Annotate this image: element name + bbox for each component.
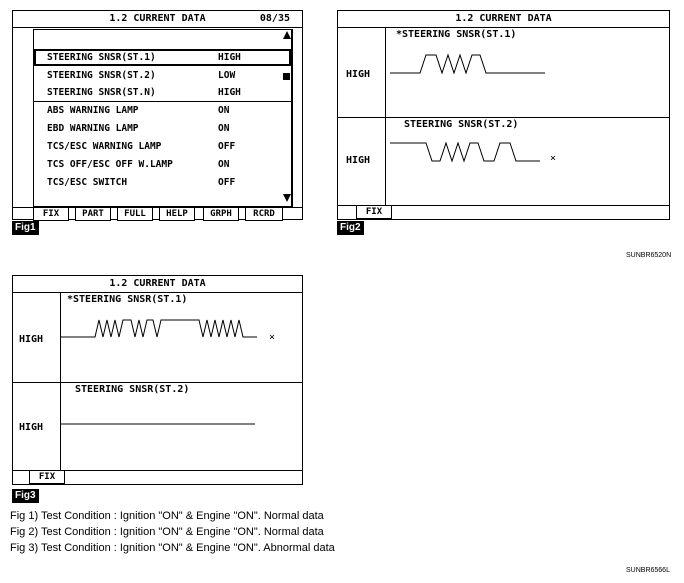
fig3-tag: Fig3 [12,489,39,503]
row-label: TCS/ESC SWITCH [47,177,128,188]
graph2-level: HIGH [346,155,371,166]
graph1-waveform [61,312,261,342]
row-value: OFF [218,177,236,188]
part-button[interactable]: PART [75,207,111,221]
graph-button[interactable]: GRPH [203,207,239,221]
fig2-panel [337,10,670,220]
data-row[interactable] [34,67,291,84]
fix-button[interactable]: FIX [356,205,392,219]
row-label: STEERING SNSR(ST.N) [47,87,156,98]
fig2-tag: Fig2 [337,221,364,235]
row-value: HIGH [218,87,241,98]
graph2-level: HIGH [19,422,44,433]
graph-divider [13,382,302,383]
fig1-page-counter: 08/35 [259,13,290,24]
row-label: ABS WARNING LAMP [47,105,139,116]
data-row[interactable] [34,120,291,137]
caption-fig3: Fig 3) Test Condition : Ignition "ON" & Engine "ON". Abnormal data [10,542,335,554]
data-row[interactable] [34,84,291,101]
row-value: ON [218,105,230,116]
row-label: STEERING SNSR(ST.1) [47,52,156,63]
figure-code-top: SUNBR6520N [626,252,672,259]
graph2-label: STEERING SNSR(ST.2) [404,119,519,130]
row-value: ON [218,159,230,170]
data-row[interactable] [34,102,291,119]
scroll-up-icon[interactable] [283,31,291,39]
row-value: OFF [218,141,236,152]
fig1-tag: Fig1 [12,221,39,235]
data-row[interactable] [34,138,291,155]
row-value: ON [218,123,230,134]
marker-x-icon: × [550,153,557,164]
scrollbar-track [292,29,293,207]
caption-fig1: Fig 1) Test Condition : Ignition "ON" & Engine "ON". Normal data [10,510,324,522]
marker-x-icon: × [269,332,276,343]
row-value: LOW [218,70,236,81]
row-label: TCS OFF/ESC OFF W.LAMP [47,159,173,170]
data-row[interactable] [34,49,291,66]
graph1-label: *STEERING SNSR(ST.1) [67,294,188,305]
graph-divider [338,117,669,118]
graph1-level: HIGH [346,69,371,80]
scroll-down-icon[interactable] [283,194,291,202]
graph2-waveform [390,137,550,167]
graph1-waveform [390,49,550,79]
scroll-thumb-icon[interactable] [283,73,290,80]
fig3-panel [12,275,303,485]
fig1-data-list [33,29,292,207]
data-row[interactable] [34,174,291,191]
row-label: EBD WARNING LAMP [47,123,139,134]
graph2-waveform [61,422,261,426]
fig3-title: 1.2 CURRENT DATA [13,276,302,293]
row-value: HIGH [218,52,241,63]
fig1-panel [12,10,303,220]
fix-button[interactable]: FIX [33,207,69,221]
graph1-level: HIGH [19,334,44,345]
axis-divider [385,27,386,205]
data-row[interactable] [34,156,291,173]
graph2-label: STEERING SNSR(ST.2) [75,384,190,395]
graph1-label: *STEERING SNSR(ST.1) [396,29,517,40]
fig1-title: 1.2 CURRENT DATA [13,11,302,28]
help-button[interactable]: HELP [159,207,195,221]
row-label: STEERING SNSR(ST.2) [47,70,156,81]
record-button[interactable]: RCRD [245,207,283,221]
full-button[interactable]: FULL [117,207,153,221]
fig2-title: 1.2 CURRENT DATA [338,11,669,28]
caption-fig2: Fig 2) Test Condition : Ignition "ON" & Engine "ON". Normal data [10,526,324,538]
figure-code-bottom: SUNBR6566L [626,567,670,574]
fix-button[interactable]: FIX [29,470,65,484]
row-label: TCS/ESC WARNING LAMP [47,141,162,152]
